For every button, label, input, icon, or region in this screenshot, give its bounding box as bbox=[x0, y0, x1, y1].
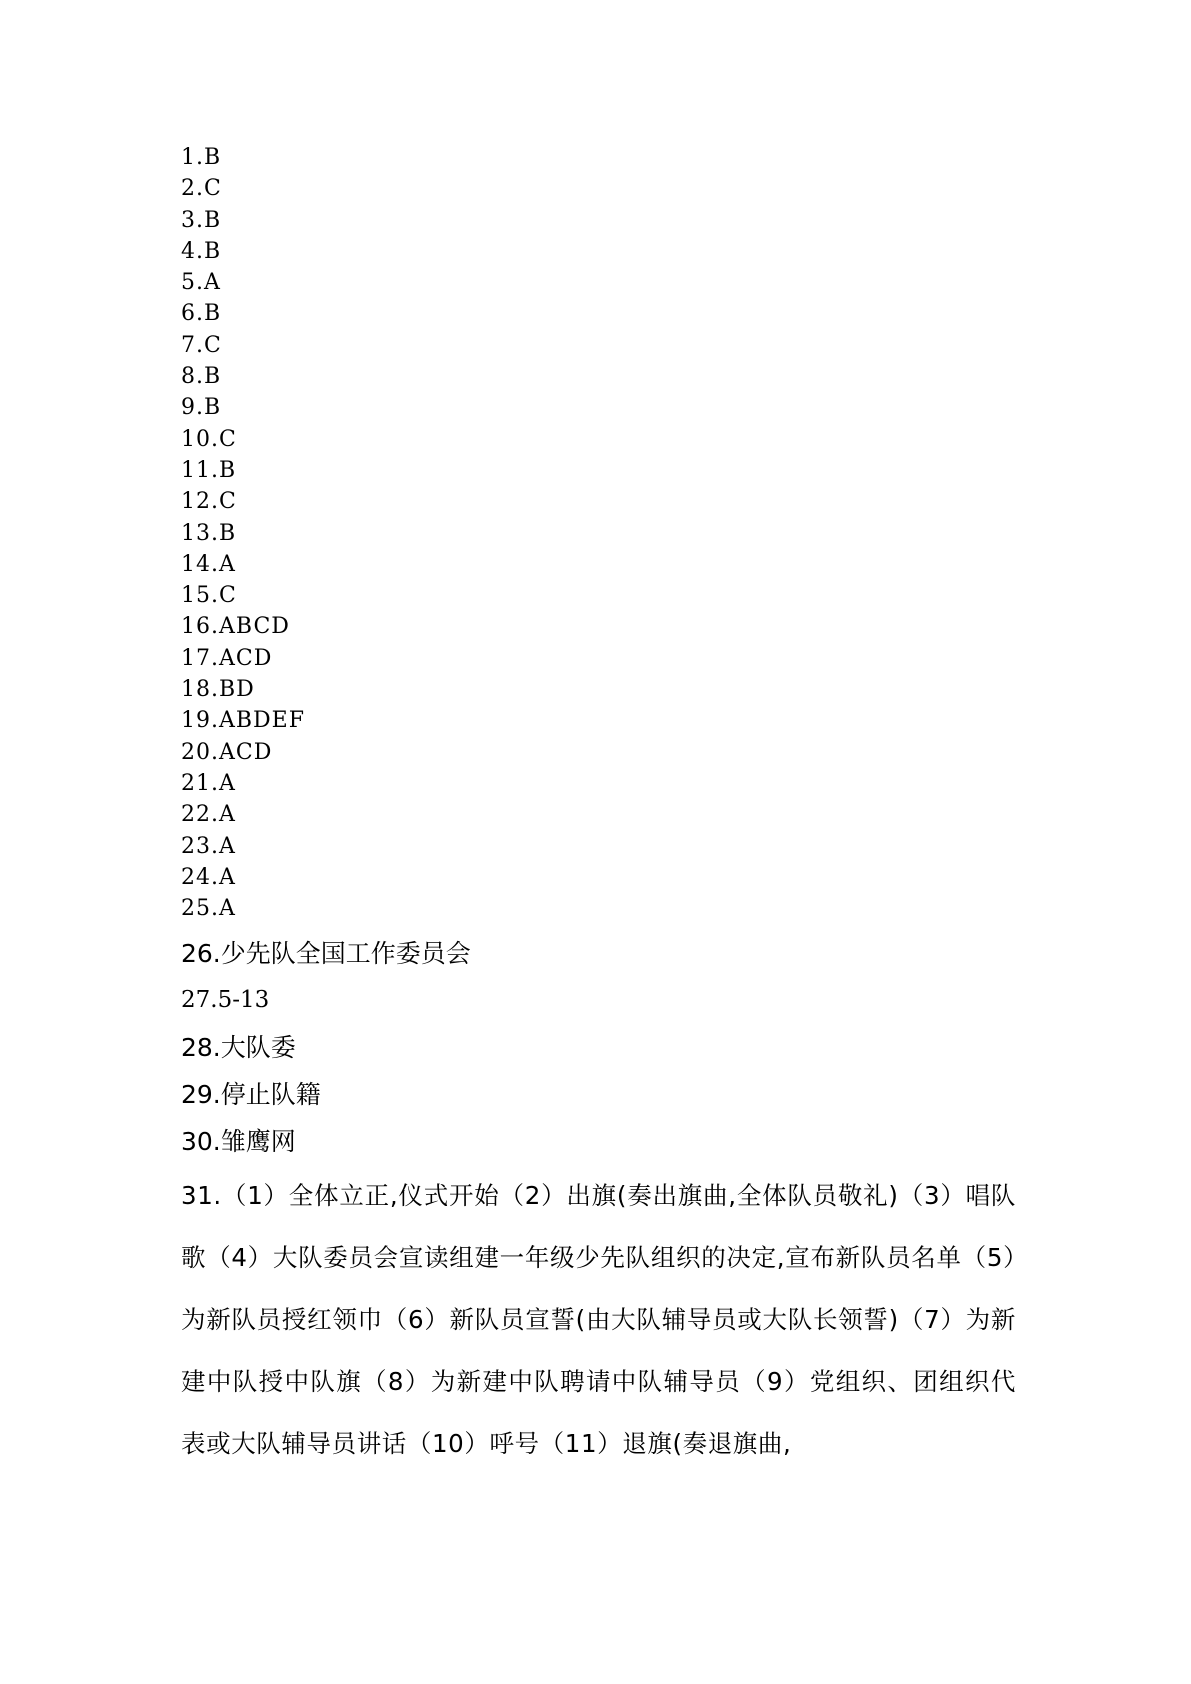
fill-in-answer-list bbox=[181, 930, 471, 1165]
answer-item-16: 16.ABCD bbox=[181, 614, 290, 640]
answer-item-17: 17.ACD bbox=[181, 645, 273, 671]
answer-item-20: 20.ACD bbox=[181, 739, 273, 765]
answer-item-8: 8.B bbox=[181, 364, 222, 390]
answer-item-5: 5.A bbox=[181, 270, 221, 296]
answer-item-21: 21.A bbox=[181, 770, 236, 796]
answer-item-22: 22.A bbox=[181, 802, 236, 828]
short-answer-list bbox=[181, 142, 305, 924]
answer-item-27: 27.5-13 bbox=[181, 987, 270, 1013]
answer-item-3: 3.B bbox=[181, 207, 222, 233]
answer-item-4: 4.B bbox=[181, 238, 222, 264]
answer-item-31-paragraph: 31.（1）全体立正,仪式开始（2）出旗(奏出旗曲,全体队员敬礼)（3）唱队歌（4）大队委员会宣读组建一年级少先队组织的决定,宣布新队员名单（5）为新队员授红领巾（6）新队员宣誓(由大队辅导员或大队长领誓)（7）为新建中队授中队旗（8）为新建中队聘请中队辅导员（9）党组织、团组织代表或大队辅导员讲话（10）呼号（11）退旗(奏退旗曲, bbox=[181, 1181, 1016, 1458]
answer-item-29: 29.停止队籍 bbox=[181, 1080, 321, 1109]
answer-item-7: 7.C bbox=[181, 332, 222, 358]
answer-item-2: 2.C bbox=[181, 176, 222, 202]
answer-item-10: 10.C bbox=[181, 426, 237, 452]
answer-item-1: 1.B bbox=[181, 145, 222, 170]
answer-item-30: 30.雏鹰网 bbox=[181, 1127, 296, 1156]
answer-item-13: 13.B bbox=[181, 520, 237, 546]
answer-item-12: 12.C bbox=[181, 489, 237, 515]
answer-item-24: 24.A bbox=[181, 864, 236, 890]
answer-item-18: 18.BD bbox=[181, 677, 255, 703]
answer-item-14: 14.A bbox=[181, 551, 236, 577]
answer-item-25: 25.A bbox=[181, 896, 236, 922]
answer-item-28: 28.大队委 bbox=[181, 1033, 296, 1062]
answer-item-9: 9.B bbox=[181, 395, 222, 421]
answer-item-6: 6.B bbox=[181, 301, 222, 327]
answer-item-26: 26.少先队全国工作委员会 bbox=[181, 939, 471, 968]
answer-item-11: 11.B bbox=[181, 457, 237, 483]
answer-item-19: 19.ABDEF bbox=[181, 708, 306, 734]
answer-item-23: 23.A bbox=[181, 833, 236, 859]
answer-item-15: 15.C bbox=[181, 583, 237, 609]
